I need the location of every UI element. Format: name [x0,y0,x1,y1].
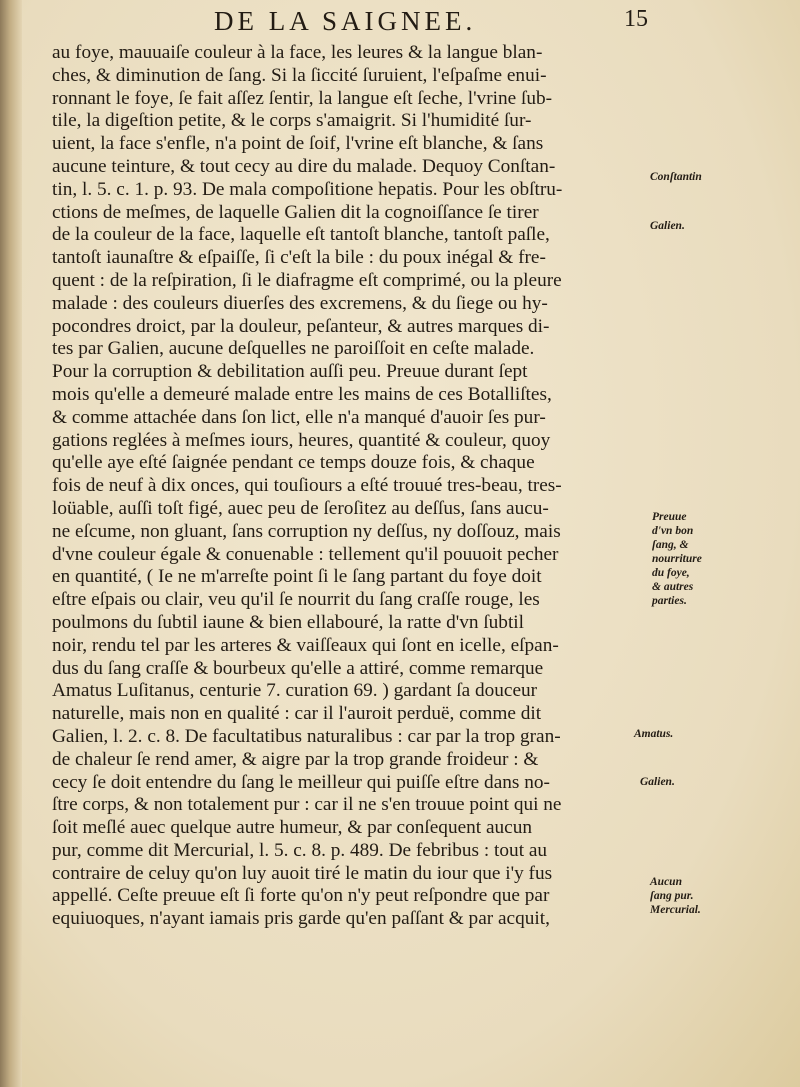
text-line: au foye, mauuaiſe couleur à la face, les leures & la langue blan- [52,42,543,63]
text-line: aucune teinture, & tout cecy au dire du malade. Dequoy Conſtan- [52,155,556,177]
text-line: ronnant le foye, ſe fait aſſez ſentir, la langue eſt ſeche, l'vrine ſub- [52,87,553,109]
text-line: tes par Galien, aucune deſquelles ne paroiſſoit en ceſte malade. [52,338,535,360]
text-line: dus du ſang craſſe & bourbeux qu'elle a attiré, comme remarque [52,657,544,679]
text-line: Galien, l. 2. c. 8. De facultatibus naturalibus : car par la trop gran- [52,725,561,747]
text-line: eſtre eſpais ou clair, veu qu'il ſe nourrit du ſang craſſe rouge, les [52,589,540,611]
text-line: tantoſt iaunaſtre & eſpaiſſe, ſi c'eſt la bile : du poux inégal & fre- [52,247,546,269]
text-line: mois qu'elle a demeuré malade entre les mains de ces Botalliſtes, [52,383,552,405]
margin-note [650,875,701,917]
margin-note [640,775,675,789]
margin-note-line: du foye, [652,567,690,579]
page-number: 15 [624,6,648,32]
text-line: pocondres droict, par la douleur, peſanteur, & autres marques di- [52,315,550,337]
text-line: tile, la digeſtion petite, & le corps s'amaigrit. Si l'humidité ſur- [52,110,532,132]
margin-note-line: Conſtantin [650,171,702,183]
margin-note-line: Mercurial. [650,904,701,916]
text-line: ctions de meſmes, de laquelle Galien dit la cognoiſſance ſe tirer [52,201,539,223]
text-line: poulmons du ſubtil iaune & bien ellabouré, la ratte d'vn ſubtil [52,611,525,633]
text-line: de chaleur ſe rend amer, & aigre par la trop grande froideur : & [52,748,539,770]
margin-note-line: d'vn bon [652,525,694,537]
text-line: pur, comme dit Mercurial, l. 5. c. 8. p. 489. De febribus : tout au [52,839,548,861]
text-line: loüable, auſſi toſt figé, auec peu de ſeroſitez au deſſus, ſans aucu- [52,497,549,519]
text-line: noir, rendu tel par les arteres & vaiſſeaux qui ſont en icelle, eſpan- [52,634,559,656]
margin-note-line: Aucun [650,876,682,888]
margin-note-line: ſang, & [652,539,689,551]
margin-note-line: ſang pur. [650,890,694,902]
text-line: Amatus Luſitanus, centurie 7. curation 69. ) gardant ſa douceur [52,680,538,702]
margin-note-line: nourriture [652,553,702,565]
text-line: equiuoques, n'ayant iamais pris garde qu'en paſſant & par acquit, [52,908,550,930]
margin-note-line: Amatus. [634,728,674,740]
text-line: fois de neuf à dix onces, qui touſiours a eſté trouué tres-beau, tres- [52,475,562,497]
text-line: tin, l. 5. c. 1. p. 93. De mala compoſitione hepatis. Pour les obſtru- [52,178,563,200]
text-line: cecy ſe doit entendre du ſang le meilleur qui puiſſe eſtre dans no- [52,771,550,793]
text-line: naturelle, mais non en qualité : car il l'auroit perduë, comme dit [52,703,542,725]
text-line: de la couleur de la face, laquelle eſt tantoſt blanche, tantoſt paſle, [52,224,550,246]
margin-note-line: Preuue [652,511,687,523]
margin-note [650,219,685,233]
text-line: gations reglées à meſmes iours, heures, quantité & couleur, quoy [52,429,551,451]
text-line: uient, la face s'enfle, n'a point de ſoif, l'vrine eſt blanche, & ſans [52,133,544,155]
text-line: quent : de la reſpiration, ſi le diafragme eſt comprimé, ou la pleure [52,269,562,291]
body-text [52,42,644,931]
page-gutter [0,0,22,1087]
text-line: appellé. Ceſte preuue eſt ſi forte qu'on n'y peut reſpondre que par [52,885,550,907]
margin-note [650,170,702,184]
text-line: d'vne couleur égale & conuenable : tellement qu'il pouuoit pecher [52,543,559,565]
text-line: & comme attachée dans ſon lict, elle n'a manqué d'auoir ſes pur- [52,406,546,428]
margin-notes [632,0,792,1087]
margin-note [634,727,673,741]
margin-note-line: & autres [652,581,694,593]
text-line: ches, & diminution de ſang. Si la ſiccité ſuruient, l'eſpaſme enui- [52,64,547,86]
text-line: ſoit meſlé auec quelque autre humeur, & par conſequent aucun [52,817,532,839]
text-line: Pour la corruption & debilitation auſſi peu. Preuue durant ſept [52,361,528,383]
margin-note-line: parties. [652,595,687,607]
text-line: qu'elle aye eſté ſaignée pendant ce temps douze fois, & chaque [52,452,535,474]
margin-note [652,510,702,608]
text-line: contraire de celuy qu'on luy auoit tiré le matin du iour que i'y fus [52,862,553,884]
running-head: DE LA SAIGNEE. [214,6,477,36]
margin-note-line: Galien. [640,776,675,788]
text-line: malade : des couleurs diuerſes des excremens, & du ſiege ou hy- [52,292,548,314]
text-line: en quantité, ( Ie ne m'arreſte point ſi le ſang partant du foye doit [52,566,542,588]
text-line: ſtre corps, & non totalement pur : car il ne s'en trouue point qui ne [52,794,562,816]
margin-note-line: Galien. [650,220,685,232]
text-line: ne eſcume, non gluant, ſans corruption ny deſſus, ny doſſouz, mais [52,520,561,542]
